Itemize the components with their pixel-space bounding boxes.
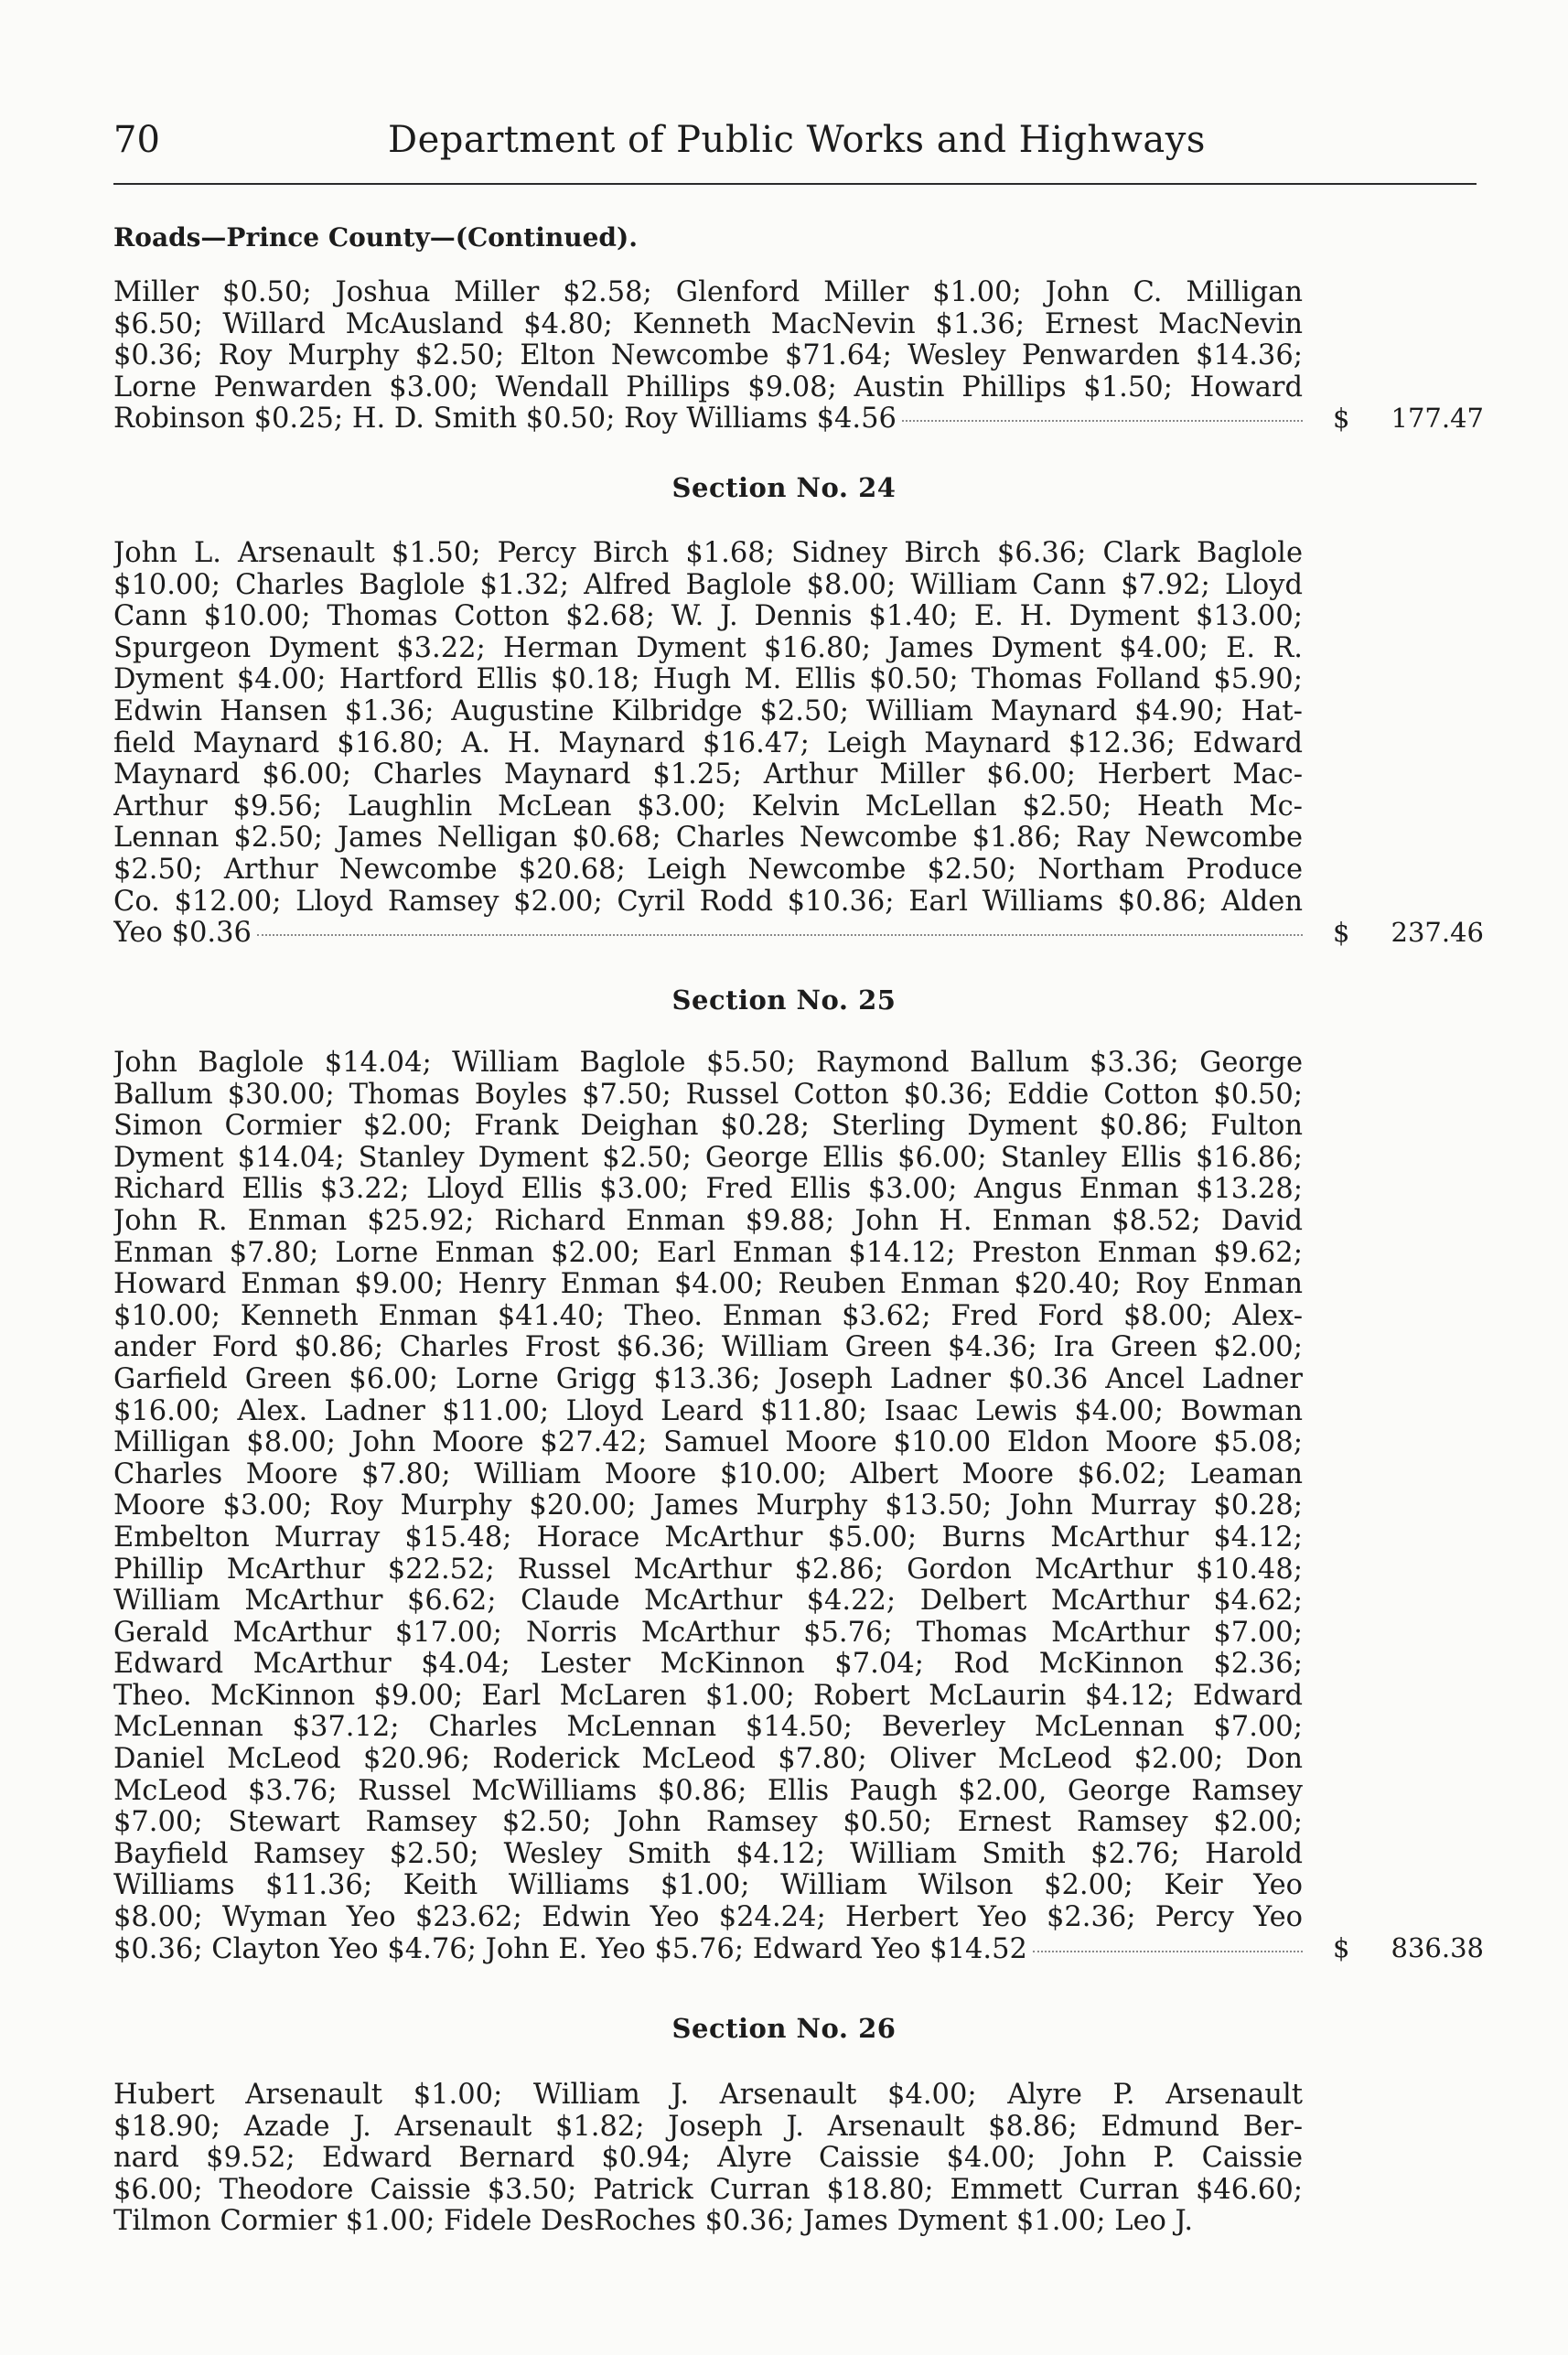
text-line: Dyment $4.00; Hartford Ellis $0.18; Hugh M. Ellis $0.50; Thomas Folland $5.90;: [113, 664, 1303, 696]
text-line: Richard Ellis $3.22; Lloyd Ellis $3.00; Fred Ellis $3.00; Angus Enman $13.28;: [113, 1174, 1303, 1206]
section-25-paragraph: [113, 1048, 1303, 1965]
dot-leader: [257, 934, 1303, 936]
text-line: Hubert Arsenault $1.00; William J. Arsenault $4.00; Alyre P. Arsenault: [113, 2080, 1303, 2111]
dot-leader: [1033, 1951, 1303, 1952]
text-line: Howard Enman $9.00; Henry Enman $4.00; Reuben Enman $20.40; Roy Enman: [113, 1269, 1303, 1301]
dot-leader: [902, 420, 1303, 422]
text-line: Co. $12.00; Lloyd Ramsey $2.00; Cyril Rodd $10.36; Earl Williams $0.86; Alden: [113, 886, 1303, 918]
text-line: Embelton Murray $15.48; Horace McArthur $5.00; Burns McArthur $4.12;: [113, 1522, 1303, 1554]
text-line: Lennan $2.50; James Nelligan $0.68; Charles Newcombe $1.86; Ray Newcombe: [113, 823, 1303, 855]
text-line: Theo. McKinnon $9.00; Earl McLaren $1.00; Robert McLaurin $4.12; Edward: [113, 1680, 1303, 1712]
text-line: Daniel McLeod $20.96; Roderick McLeod $7.80; Oliver McLeod $2.00; Don: [113, 1744, 1303, 1776]
text-line: field Maynard $16.80; A. H. Maynard $16.47; Leigh Maynard $12.36; Edward: [113, 727, 1303, 759]
text-line: William McArthur $6.62; Claude McArthur $4.22; Delbert McArthur $4.62;: [113, 1586, 1303, 1618]
text-line-content: $0.36; Clayton Yeo $4.76; John E. Yeo $5.76; Edward Yeo $14.52: [113, 1933, 1027, 1965]
text-line: Gerald McArthur $17.00; Norris McArthur $5.76; Thomas McArthur $7.00;: [113, 1617, 1303, 1649]
text-line: $2.50; Arthur Newcombe $20.68; Leigh Newcombe $2.50; Northam Produce: [113, 854, 1303, 886]
text-line: Edward McArthur $4.04; Lester McKinnon $7.04; Rod McKinnon $2.36;: [113, 1649, 1303, 1681]
page-title: Department of Public Works and Highways: [388, 119, 1206, 161]
text-line: John Baglole $14.04; William Baglole $5.50; Raymond Ballum $3.36; George: [113, 1048, 1303, 1079]
text-line: $10.00; Kenneth Enman $41.40; Theo. Enman $3.62; Fred Ford $8.00; Alex-: [113, 1300, 1303, 1332]
total-currency: $: [1333, 1932, 1350, 1963]
section-25-heading: Section No. 25: [671, 984, 897, 1016]
text-line: Miller $0.50; Joshua Miller $2.58; Glenford Miller $1.00; John C. Milligan: [113, 277, 1303, 308]
text-line: Williams $11.36; Keith Williams $1.00; William Wilson $2.00; Keir Yeo: [113, 1870, 1303, 1902]
text-line: Arthur $9.56; Laughlin McLean $3.00; Kelvin McLellan $2.50; Heath Mc-: [113, 790, 1303, 823]
text-line: McLeod $3.76; Russel McWilliams $0.86; Ellis Paugh $2.00, George Ramsey: [113, 1775, 1303, 1807]
text-line: Charles Moore $7.80; William Moore $10.00; Albert Moore $6.02; Leaman: [113, 1458, 1303, 1490]
text-line: Dyment $14.04; Stanley Dyment $2.50; George Ellis $6.00; Stanley Ellis $16.86;: [113, 1142, 1303, 1174]
text-line: Milligan $8.00; John Moore $27.42; Samuel Moore $10.00 Eldon Moore $5.08;: [113, 1427, 1303, 1459]
text-line: Moore $3.00; Roy Murphy $20.00; James Murphy $13.50; John Murray $0.28;: [113, 1490, 1303, 1522]
section-26-paragraph: [113, 2080, 1303, 2238]
text-line: Garfield Green $6.00; Lorne Grigg $13.36; Joseph Ladner $0.36 Ancel Ladner: [113, 1363, 1303, 1395]
text-line: McLennan $37.12; Charles McLennan $14.50; Beverley McLennan $7.00;: [113, 1712, 1303, 1744]
text-line: [113, 403, 1303, 436]
text-line: [113, 918, 1303, 950]
section-24-paragraph: [113, 538, 1303, 950]
page-number: 70: [113, 119, 160, 161]
text-line: $10.00; Charles Baglole $1.32; Alfred Baglole $8.00; William Cann $7.92; Lloyd: [113, 569, 1303, 601]
text-line: Phillip McArthur $22.52; Russel McArthur $2.86; Gordon McArthur $10.48;: [113, 1554, 1303, 1586]
total-currency: $: [1333, 917, 1350, 948]
section-26-heading: Section No. 26: [671, 2013, 897, 2044]
text-line-content: Robinson $0.25; H. D. Smith $0.50; Roy Williams $4.56: [113, 403, 897, 436]
text-line: Ballum $30.00; Thomas Boyles $7.50; Russel Cotton $0.36; Eddie Cotton $0.50;: [113, 1079, 1303, 1111]
text-line: $18.90; Azade J. Arsenault $1.82; Joseph J. Arsenault $8.86; Edmund Ber-: [113, 2111, 1303, 2143]
text-line: $6.00; Theodore Caissie $3.50; Patrick Curran $18.80; Emmett Curran $46.60;: [113, 2174, 1303, 2206]
text-line: $6.50; Willard McAusland $4.80; Kenneth MacNevin $1.36; Ernest MacNevin: [113, 308, 1303, 340]
text-line: Spurgeon Dyment $3.22; Herman Dyment $16.80; James Dyment $4.00; E. R.: [113, 632, 1303, 664]
text-line: $8.00; Wyman Yeo $23.62; Edwin Yeo $24.24; Herbert Yeo $2.36; Percy Yeo: [113, 1902, 1303, 1934]
text-line: Maynard $6.00; Charles Maynard $1.25; Arthur Miller $6.00; Herbert Mac-: [113, 759, 1303, 791]
section-total: 177.47: [1391, 403, 1484, 434]
section-25-total: 836.38: [1391, 1932, 1484, 1963]
total-currency: $: [1333, 403, 1350, 434]
text-line: John R. Enman $25.92; Richard Enman $9.88; John H. Enman $8.52; David: [113, 1205, 1303, 1237]
text-line: Tilmon Cormier $1.00; Fidele DesRoches $0.36; James Dyment $1.00; Leo J.: [113, 2206, 1194, 2238]
section-24-heading: Section No. 24: [671, 472, 897, 503]
section-24-total: 237.46: [1391, 917, 1484, 948]
text-line-content: Yeo $0.36: [113, 918, 252, 950]
continued-heading: Roads—Prince County—(Continued).: [113, 222, 638, 253]
text-line: Simon Cormier $2.00; Frank Deighan $0.28; Sterling Dyment $0.86; Fulton: [113, 1111, 1303, 1143]
text-line: $7.00; Stewart Ramsey $2.50; John Ramsey $0.50; Ernest Ramsey $2.00;: [113, 1807, 1303, 1839]
continuation-paragraph: [113, 277, 1303, 436]
running-head: [113, 119, 1477, 170]
text-line: Lorne Penwarden $3.00; Wendall Phillips $9.08; Austin Phillips $1.50; Howard: [113, 371, 1303, 403]
text-line: $0.36; Roy Murphy $2.50; Elton Newcombe $71.64; Wesley Penwarden $14.36;: [113, 340, 1303, 372]
text-line: ander Ford $0.86; Charles Frost $6.36; William Green $4.36; Ira Green $2.00;: [113, 1332, 1303, 1364]
text-line: [113, 1934, 1303, 1966]
text-line: nard $9.52; Edward Bernard $0.94; Alyre Caissie $4.00; John P. Caissie: [113, 2143, 1303, 2175]
text-line: Enman $7.80; Lorne Enman $2.00; Earl Enman $14.12; Preston Enman $9.62;: [113, 1237, 1303, 1269]
header-rule: [113, 183, 1477, 185]
text-line: Cann $10.00; Thomas Cotton $2.68; W. J. Dennis $1.40; E. H. Dyment $13.00;: [113, 601, 1303, 633]
text-line: John L. Arsenault $1.50; Percy Birch $1.68; Sidney Birch $6.36; Clark Baglole: [113, 538, 1303, 569]
text-line: Edwin Hansen $1.36; Augustine Kilbridge $2.50; William Maynard $4.90; Hat-: [113, 695, 1303, 727]
text-line: Bayfield Ramsey $2.50; Wesley Smith $4.12; William Smith $2.76; Harold: [113, 1838, 1303, 1870]
text-line: $16.00; Alex. Ladner $11.00; Lloyd Leard $11.80; Isaac Lewis $4.00; Bowman: [113, 1395, 1303, 1427]
